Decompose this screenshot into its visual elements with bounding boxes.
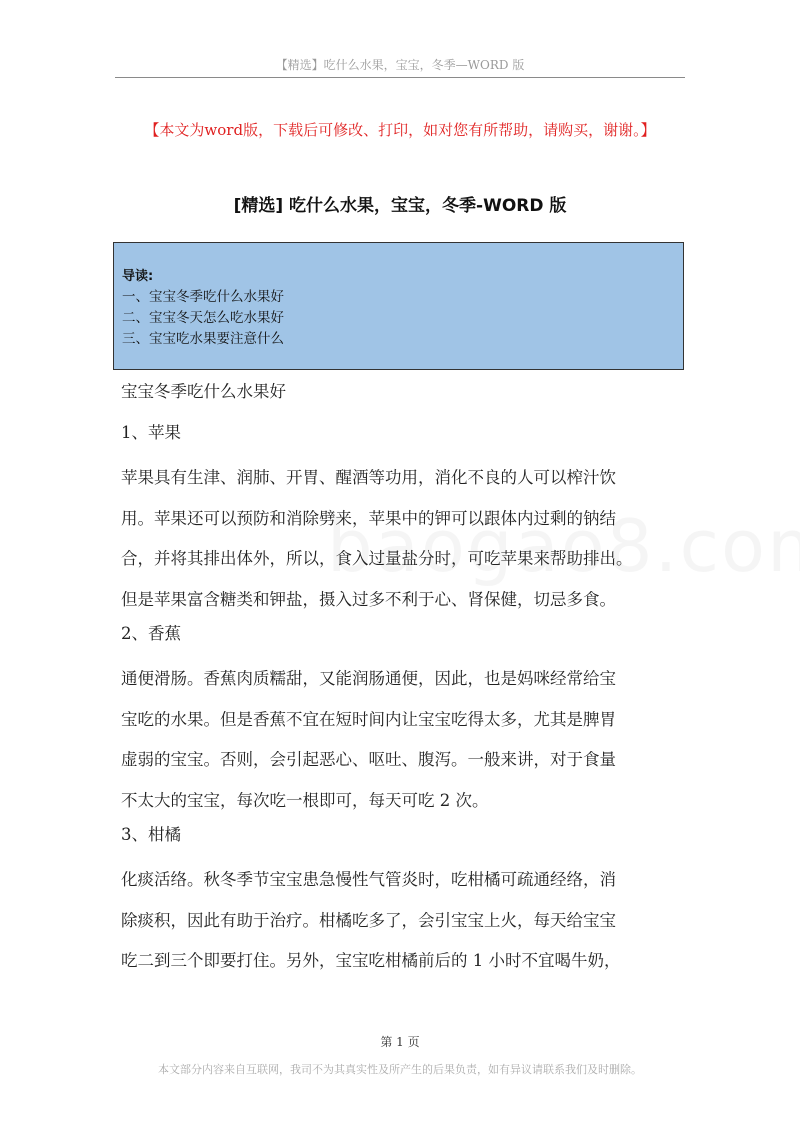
page-number: 第 1 页 <box>380 1035 420 1049</box>
purchase-notice: 【本文为word版，下载后可修改、打印，如对您有所帮助，请购买，谢谢。】 <box>144 121 656 139</box>
guide-item: 三、宝宝吃水果要注意什么 <box>122 331 284 347</box>
footer-disclaimer: 本文部分内容来自互联网，我司不为其真实性及所产生的后果负责，如有异议请联系我们及时删除。 <box>158 1063 642 1076</box>
paragraph-line: 化痰活络。秋冬季节宝宝患急慢性气管炎时，吃柑橘可疏通经络，消 <box>121 870 616 889</box>
item-heading: 3、柑橘 <box>121 825 181 844</box>
paragraph <box>121 458 691 620</box>
running-header: 【精选】吃什么水果，宝宝，冬季—WORD 版 <box>115 56 685 78</box>
paragraph-line: 不太大的宝宝，每次吃一根即可，每天可吃 2 次。 <box>121 790 489 810</box>
paragraph <box>121 860 691 982</box>
paragraph-line: 除痰积，因此有助于治疗。柑橘吃多了，会引宝宝上火，每天给宝宝 <box>121 910 616 930</box>
paragraph-line: 吃二到三个即要打住。另外，宝宝吃柑橘前后的 1 小时不宜喝牛奶， <box>121 951 621 970</box>
paragraph-line: 用。苹果还可以预防和消除劈来，苹果中的钾可以跟体内过剩的钠结 <box>121 508 616 528</box>
paragraph <box>121 659 691 821</box>
paragraph-line: 合，并将其排出体外，所以，食入过量盐分时，可吃苹果来帮助排出。 <box>121 549 633 568</box>
document-body <box>121 380 691 984</box>
paragraph-line: 虚弱的宝宝。否则，会引起恶心、呕吐、腹泻。一般来讲，对于食量 <box>121 750 616 769</box>
guide-label: 导读: <box>122 269 154 284</box>
paragraph-line: 但是苹果富含糖类和钾盐，摄入过多不利于心、肾保健，切忌多食。 <box>121 589 616 609</box>
section-heading: 宝宝冬季吃什么水果好 <box>121 382 286 401</box>
document-title: [精选] 吃什么水果，宝宝，冬季-WORD 版 <box>233 196 567 216</box>
item-heading: 2、香蕉 <box>121 624 181 643</box>
paragraph-line: 通便滑肠。香蕉肉质糯甜，又能润肠通便，因此，也是妈咪经常给宝 <box>121 669 616 688</box>
paragraph-line: 苹果具有生津、润肺、开胃、醒酒等功用，消化不良的人可以榨汁饮 <box>121 468 616 487</box>
paragraph-line: 宝吃的水果。但是香蕉不宜在短时间内让宝宝吃得太多，尤其是脾胃 <box>121 709 616 729</box>
item-heading: 1、苹果 <box>121 423 181 442</box>
guide-item: 一、宝宝冬季吃什么水果好 <box>122 289 284 305</box>
guide-item: 二、宝宝冬天怎么吃水果好 <box>122 310 284 326</box>
guide-box <box>113 242 684 370</box>
